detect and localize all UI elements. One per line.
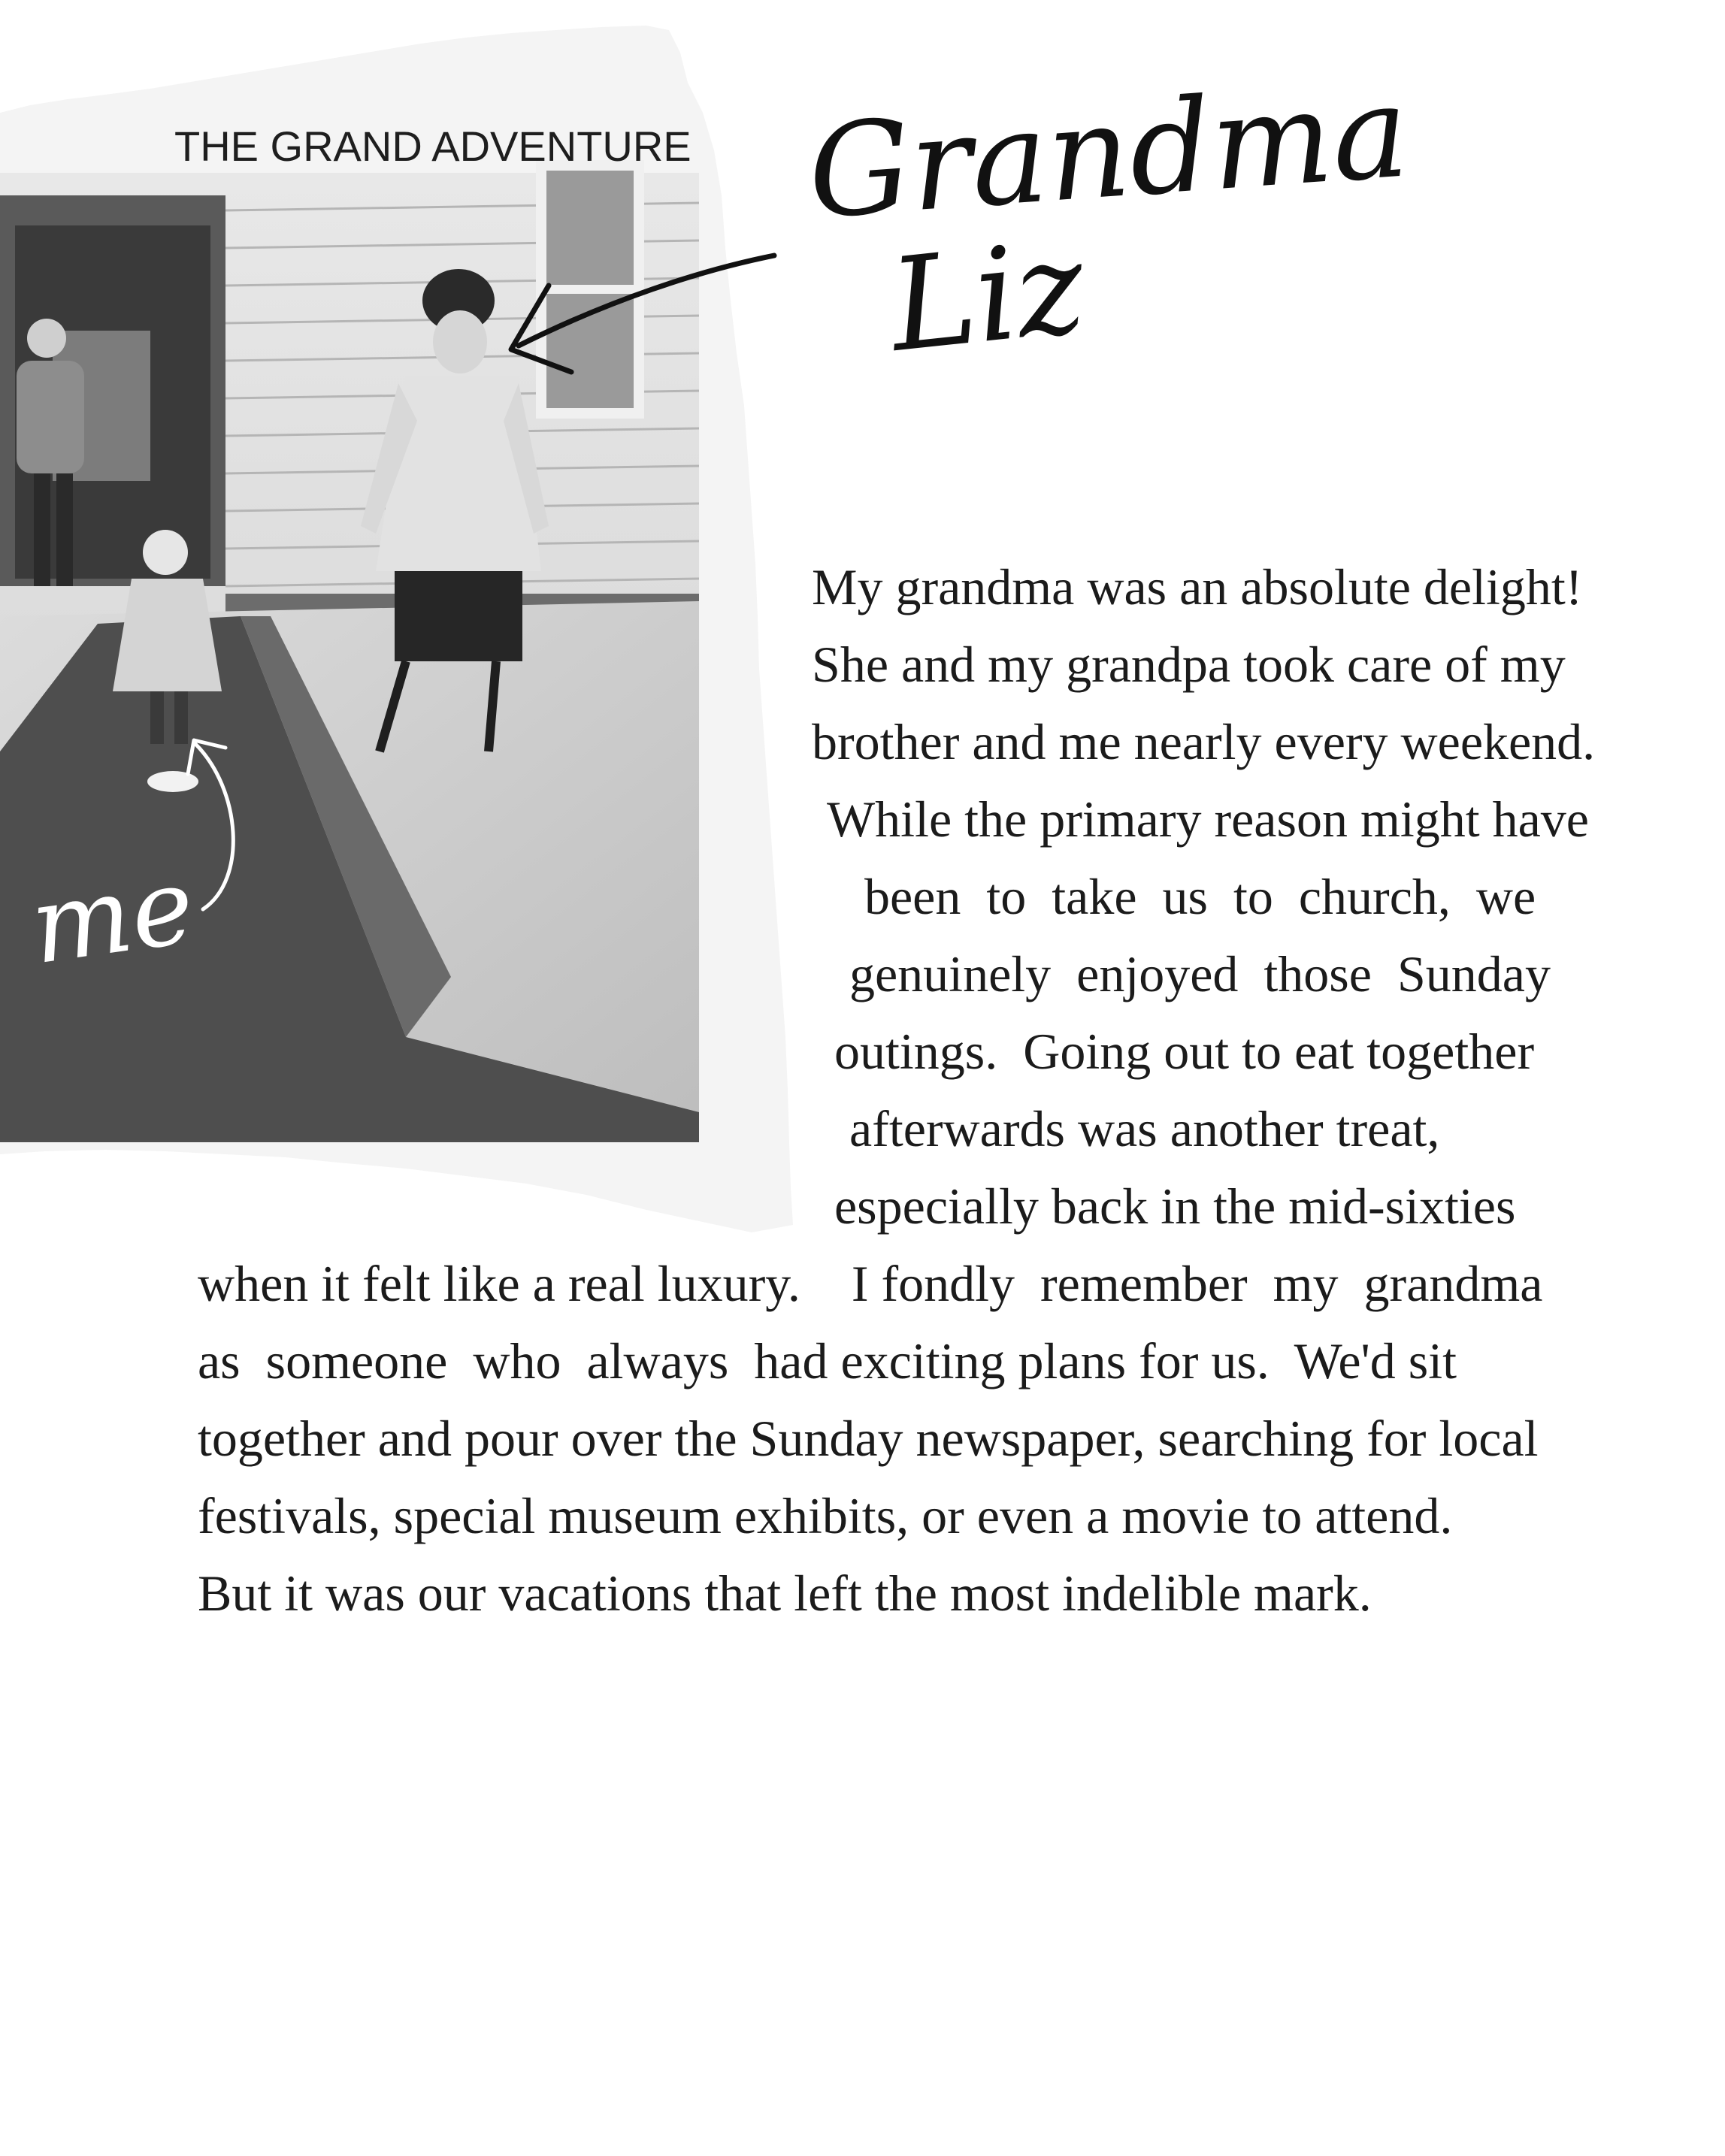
story-line: when it felt like a real luxury. I fondly remember my grandma xyxy=(198,1255,1543,1312)
story-line: together and pour over the Sunday newspaper, searching for local xyxy=(198,1410,1539,1467)
liz-annotation: Liz xyxy=(883,213,1091,381)
story-line: been to take us to church, we xyxy=(864,868,1536,925)
story-line: outings. Going out to eat together xyxy=(834,1023,1535,1080)
story-wrapped-paragraph xyxy=(782,549,1699,1245)
story-line: My grandma was an absolute delight! xyxy=(812,558,1583,615)
old-photo-icon xyxy=(0,0,797,1247)
story-line: festivals, special museum exhibits, or even a movie to attend. xyxy=(198,1487,1453,1544)
photo-title: THE GRAND ADVENTURE xyxy=(174,122,692,170)
old-photo xyxy=(0,0,797,1247)
story-line: as someone who always had exciting plans for us. We'd sit xyxy=(198,1332,1457,1389)
story-line: afterwards was another treat, xyxy=(849,1100,1440,1157)
story-line: brother and me nearly every weekend. xyxy=(812,713,1596,770)
story-line: especially back in the mid-sixties xyxy=(834,1178,1516,1235)
story-line: But it was our vacations that left the most indelible mark. xyxy=(198,1565,1372,1622)
grandma-annotation: Grandma xyxy=(803,57,1414,248)
me-annotation: me xyxy=(23,844,201,989)
story-line: She and my grandpa took care of my xyxy=(812,636,1566,693)
story-full-paragraph xyxy=(198,1245,1693,1632)
story-line: While the primary reason might have xyxy=(827,791,1589,848)
story-line: genuinely enjoyed those Sunday xyxy=(849,945,1551,1002)
